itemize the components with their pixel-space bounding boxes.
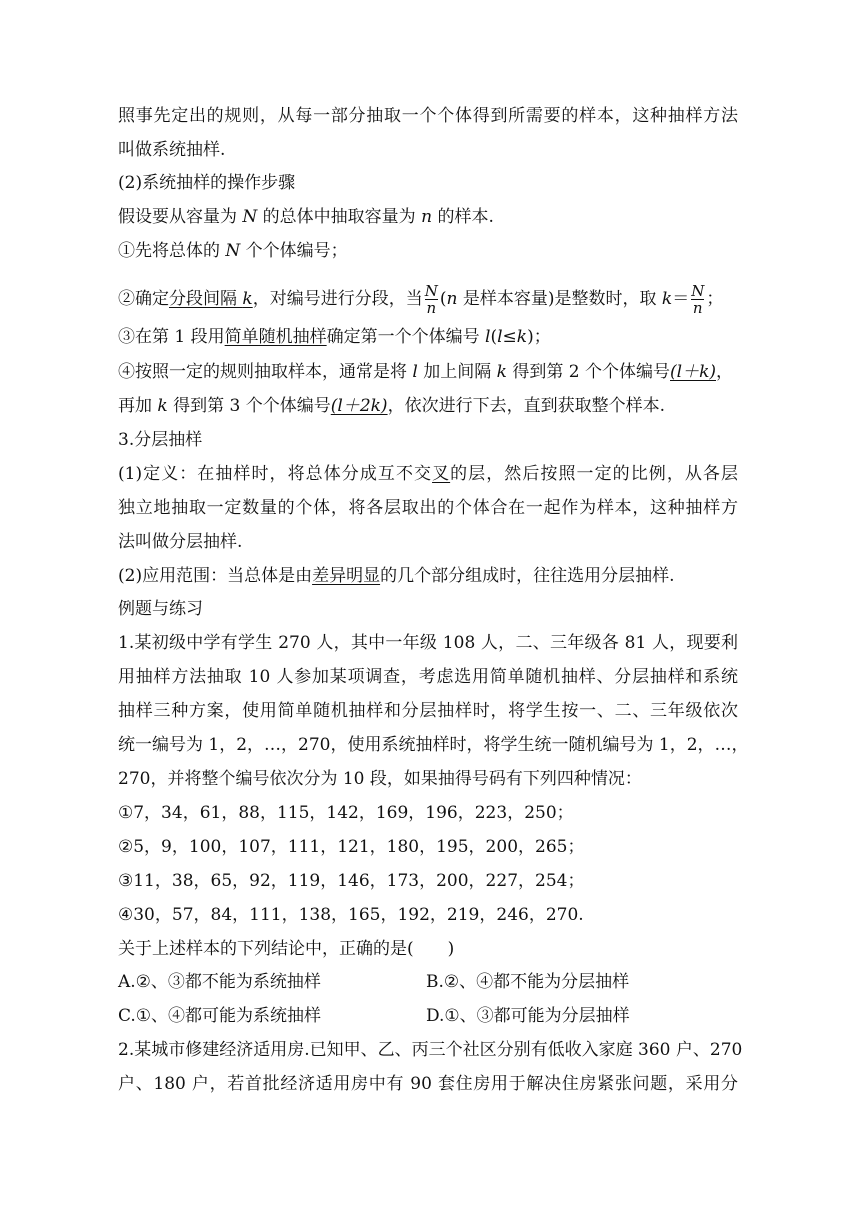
question-text: 户、180 户，若首批经济适用房中有 90 套住房用于解决住房紧张问题，采用分 [118,1074,738,1094]
option-d: D.①、③都可能为分层抽样 [426,1006,630,1026]
step-1: ①先将总体的 N 个个体编号； [118,241,348,261]
paragraph-line: 独立地抽取一定数量的个体，将各层取出的个体合在一起作为样本，这种抽样方 [118,498,738,518]
section-heading: 例题与练习 [118,599,203,619]
sample-list: ④30，57，84，111，138，165，192，219，246，270. [118,905,584,925]
paragraph-line: 叫做系统抽样. [118,140,226,160]
section-heading: (2)系统抽样的操作步骤 [118,173,296,193]
question-text: 2.某城市修建经济适用房.已知甲、乙、丙三个社区分别有低收入家庭 360 户、270 [118,1040,743,1060]
underlined-term: 差异明显 [312,566,381,586]
paragraph-line: 再加 k 得到第 3 个个体编号(l＋2k)，依次进行下去，直到获取整个样本. [118,396,665,416]
paragraph-line: 假设要从容量为 N 的总体中抽取容量为 n 的样本. [118,207,494,227]
section-heading: 3.分层抽样 [118,430,203,450]
underlined-term: (l＋k) [670,362,717,382]
underlined-term: 分段间隔 k [169,289,253,309]
underlined-term: (l＋2k) [330,396,388,416]
question-text: 统一编号为 1，2，…，270，使用系统抽样时，将学生统一随机编号为 1，2，…， [118,735,749,755]
question-text: 270，并将整个编号依次分为 10 段，如果抽得号码有下列四种情况： [118,769,642,789]
paragraph-line: 法叫做分层抽样. [118,532,243,552]
paragraph-line: (1)定义：在抽样时，将总体分成互不交叉的层，然后按照一定的比例，从各层 [118,464,738,484]
option-a: A.②、③都不能为系统抽样 [118,972,321,992]
fraction-n-over-n: $\frac{N}{n}$ [691,282,705,317]
paragraph-line: (2)应用范围：当总体是由差异明显的几个部分组成时，往往选用分层抽样. [118,566,675,586]
question-text: 1.某初级中学有学生 270 人，其中一年级 108 人，二、三年级各 81 人，现要利 [118,633,738,653]
question-text: 用抽样方法抽取 10 人参加某项调查，考虑选用简单随机抽样、分层抽样和系统 [118,667,738,687]
step-3: ③在第 1 段用简单随机抽样确定第一个个体编号 l(l≤k)； [118,327,551,347]
fraction-n-over-n: $\frac{N}{n}$ [424,282,438,317]
step-4: ④按照一定的规则抽取样本，通常是将 l 加上间隔 k 得到第 2 个个体编号(l＋k)， [118,362,734,382]
question-prompt: 关于上述样本的下列结论中，正确的是( ) [118,939,455,959]
option-b: B.②、④都不能为分层抽样 [426,972,630,992]
sample-list: ②5，9，100，107，111，121，180，195，200，265； [118,837,585,857]
paragraph-line: 照事先定出的规则，从每一部分抽取一个个体得到所需要的样本，这种抽样方法 [118,106,738,126]
option-c: C.①、④都可能为系统抽样 [118,1006,322,1026]
underlined-term: 叉 [432,464,451,484]
underlined-term: 简单随机抽样 [224,327,327,347]
sample-list: ①7，34，61，88，115，142，169，196，223，250； [118,803,574,823]
step-2: ②确定分段间隔 k，对编号进行分段，当 $\frac{N}{n}$ (n 是样本容量)是整数时，取 k＝ $\frac{N}{n}$ ； [118,282,724,317]
question-text: 抽样三种方案，使用简单随机抽样和分层抽样时，将学生按一、二、三年级依次 [118,701,738,721]
sample-list: ③11，38，65，92，119，146，173，200，227，254； [118,871,585,891]
